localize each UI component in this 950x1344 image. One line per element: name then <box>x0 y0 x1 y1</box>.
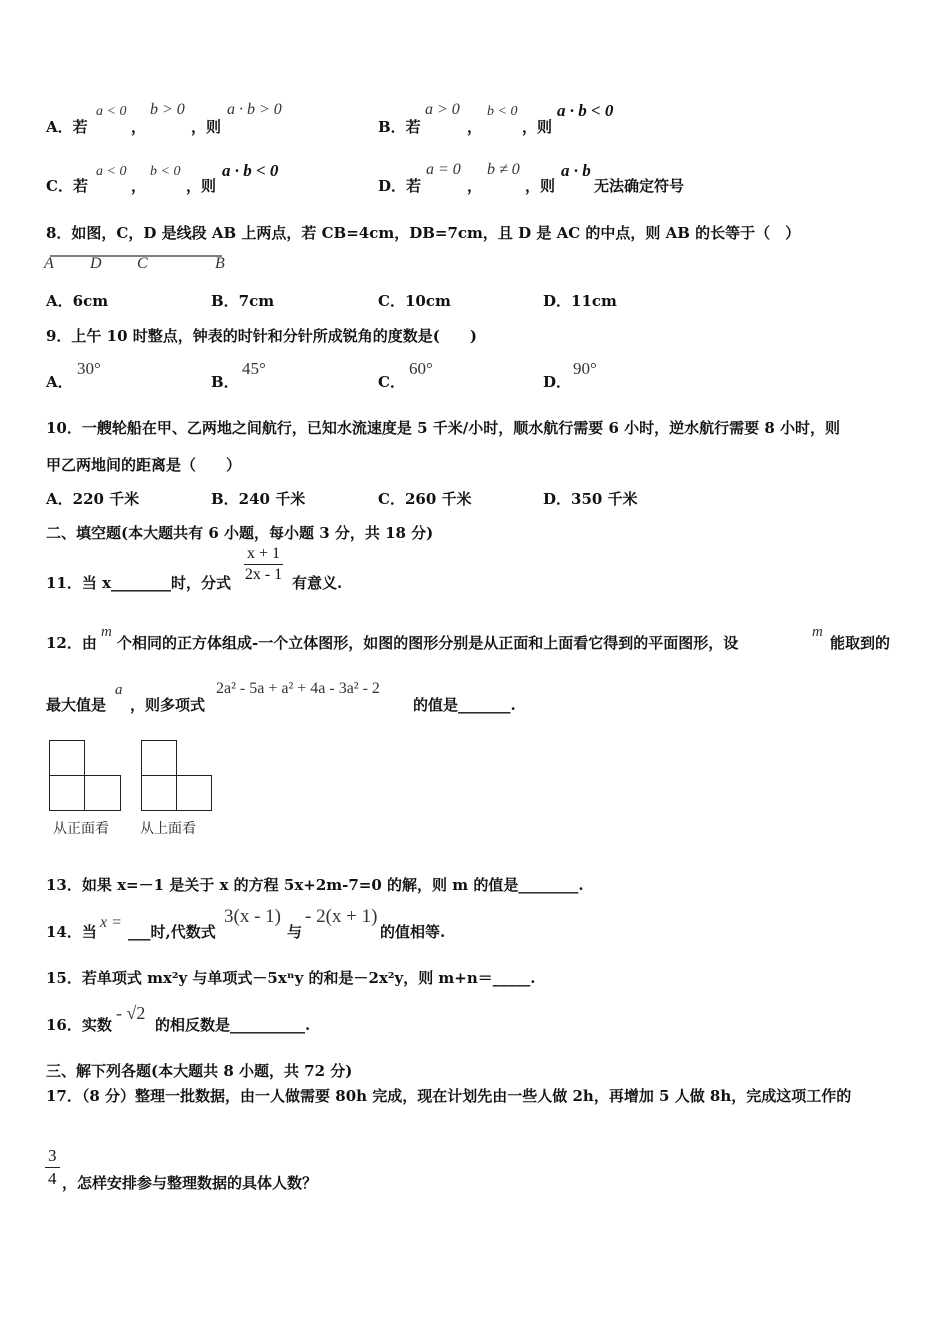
fraction-numerator: 3 <box>45 1146 60 1168</box>
q11-suffix: 有意义. <box>292 574 343 592</box>
fraction-denominator: 4 <box>48 1169 57 1188</box>
q9-value-a: 30° <box>77 359 101 378</box>
q9-value-c: 60° <box>409 359 433 378</box>
top-view-caption: 从上面看 <box>140 821 196 837</box>
q17-line2: ，怎样安排参与整理数据的具体人数？ <box>62 1174 318 1192</box>
q9-stem: 9．上午 10 时整点，钟表的时针和分针所成锐角的度数是( ) <box>46 327 477 345</box>
q8-option-b: B．7cm <box>211 292 275 310</box>
q16-suffix: 的相反数是__________. <box>155 1016 311 1034</box>
q17-line1: 17．（8 分）整理一批数据，由一人做需要 80h 完成，现在计划先由一些人做 2h，再增加 5 人做 8h，完成这项工作的 <box>46 1087 852 1105</box>
fraction-numerator: x + 1 <box>244 545 283 565</box>
q14-suffix: 的值相等. <box>380 923 446 941</box>
condition-a: a < 0 <box>96 104 127 119</box>
q14-prefix: 14．当 <box>46 923 97 941</box>
q15-text: 15．若单项式 mx²y 与单项式－5xⁿy 的和是－2x²y，则 m+n＝_____. <box>46 969 536 987</box>
q14-and: 与 <box>287 923 303 941</box>
q11-prefix: 11．当 x________时，分式 <box>46 574 232 592</box>
q9-label-a: A． <box>46 373 73 391</box>
condition-a: a = 0 <box>426 161 461 178</box>
comma: ， <box>131 177 147 195</box>
front-cell-bottom-left <box>49 775 85 811</box>
front-view-caption: 从正面看 <box>53 821 109 837</box>
q16-prefix: 16．实数 <box>46 1016 112 1034</box>
fraction-denominator: 2x - 1 <box>244 566 283 583</box>
condition-b: b < 0 <box>487 104 518 119</box>
result: a · b < 0 <box>557 101 614 120</box>
q12-line2-b: ，则多项式 <box>130 696 206 714</box>
q9-value-d: 90° <box>573 359 597 378</box>
option-label: D．若 <box>378 177 422 195</box>
q12-line1-a: 12．由 <box>46 634 97 652</box>
q8-option-d: D．11cm <box>543 292 617 310</box>
result: a · b > 0 <box>227 101 282 118</box>
comma: ， <box>467 118 483 136</box>
q10-option-b: B．240 千米 <box>211 490 306 508</box>
top-cell-bottom-left <box>141 775 177 811</box>
front-cell-bottom-right <box>84 775 121 811</box>
then: ，则 <box>186 177 217 195</box>
top-cell-bottom-right <box>176 775 212 811</box>
result: a · b < 0 <box>222 161 279 180</box>
q8-option-a: A．6cm <box>46 292 109 310</box>
point-c: C <box>137 255 148 272</box>
front-cell-top <box>49 740 85 776</box>
option-label: B．若 <box>378 118 421 136</box>
q12-polynomial: 2a² - 5a + a² + 4a - 3a² - 2 <box>216 680 380 697</box>
condition-b: b < 0 <box>150 164 181 179</box>
q16-expr: - √2 <box>116 1003 146 1023</box>
comma: ， <box>131 118 147 136</box>
q9-label-c: C． <box>378 373 405 391</box>
condition-b: b > 0 <box>150 101 185 118</box>
top-cell-top <box>141 740 177 776</box>
q12-var-m-2: m <box>812 624 823 640</box>
then: ，则 <box>191 118 222 136</box>
q9-label-d: D． <box>543 373 572 391</box>
q12-line1-b: 个相同的正方体组成-一个立体图形，如图的图形分别是从正面和上面看它得到的平面图形，设 <box>117 634 739 652</box>
q10-option-c: C．260 千米 <box>378 490 472 508</box>
q12-var-m: m <box>101 624 112 640</box>
condition-b: b ≠ 0 <box>487 161 520 178</box>
condition-a: a < 0 <box>96 164 127 179</box>
q10-stem-line1: 10．一艘轮船在甲、乙两地之间航行，已知水流速度是 5 千米/小时，顺水航行需要 6 小时，逆水航行需要 8 小时，则 <box>46 419 841 437</box>
point-a: A <box>44 255 54 272</box>
q14-expr-1: 3(x - 1) <box>224 906 281 927</box>
q12-line2-a: 最大值是 <box>46 696 107 714</box>
option-label: C．若 <box>46 177 88 195</box>
q12-line1-c: 能取到的 <box>830 634 891 652</box>
q10-stem-line2: 甲乙两地间的距离是（ ） <box>46 456 242 474</box>
then: ，则 <box>525 177 556 195</box>
section-3-heading: 三、解下列各题(本大题共 8 小题，共 72 分) <box>46 1062 353 1080</box>
option-label: A．若 <box>46 118 88 136</box>
q11-fraction <box>244 545 283 584</box>
tail: 无法确定符号 <box>594 177 685 195</box>
q14-var-x: x = <box>100 914 122 931</box>
result: a · b <box>561 161 591 180</box>
point-b: B <box>215 255 225 272</box>
q13-text: 13．如果 x=－1 是关于 x 的方程 5x+2m-7=0 的解，则 m 的值是________. <box>46 876 584 894</box>
q12-var-a: a <box>115 682 123 698</box>
q9-value-b: 45° <box>242 359 266 378</box>
q10-option-a: A．220 千米 <box>46 490 140 508</box>
point-d: D <box>90 255 102 272</box>
comma: ， <box>467 177 483 195</box>
q14-expr-2: - 2(x + 1) <box>305 906 378 927</box>
condition-a: a > 0 <box>425 101 460 118</box>
q9-label-b: B． <box>211 373 239 391</box>
q17-fraction <box>45 1146 60 1189</box>
q12-line2-c: 的值是_______. <box>413 696 516 714</box>
q14-mid: ___时,代数式 <box>128 923 216 941</box>
q8-stem: 8．如图，C，D 是线段 AB 上两点，若 CB=4cm，DB=7cm，且 D 是 AC 的中点，则 AB 的长等于（ ） <box>46 224 801 242</box>
then: ，则 <box>522 118 553 136</box>
section-2-heading: 二、填空题(本大题共有 6 小题，每小题 3 分，共 18 分) <box>46 524 434 542</box>
q8-option-c: C．10cm <box>378 292 451 310</box>
q10-option-d: D．350 千米 <box>543 490 638 508</box>
